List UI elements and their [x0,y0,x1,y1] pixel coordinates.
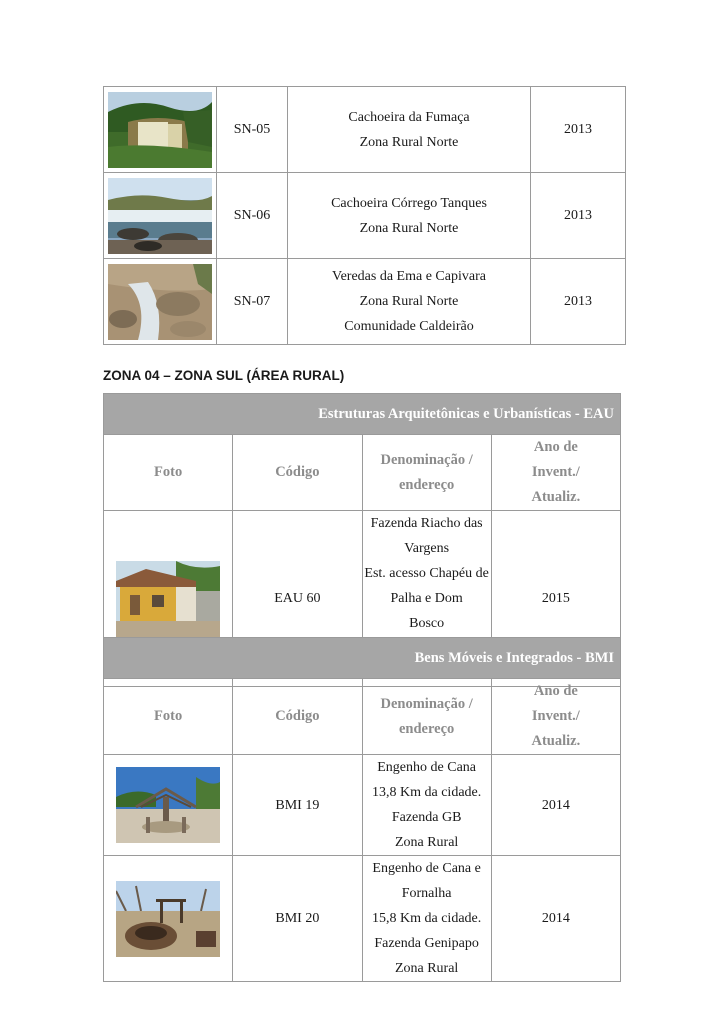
name-line: 15,8 Km da cidade. Fazenda Genipapo [372,911,482,951]
photo-cell [104,856,233,982]
header-year-line: Atualiz. [531,489,581,505]
header-year-line: Invent./ [531,708,580,724]
table-title-row [104,638,621,679]
year-cell: 2013 [531,259,626,345]
name-line: Zona Rural Norte [359,220,459,236]
name-line: Zona Rural Norte [359,134,459,150]
name-cell [362,856,491,982]
name-line: Zona Rural [394,961,459,976]
header-year-line: Ano de [533,439,578,455]
heritage-table-north [103,86,626,345]
farmhouse-photo-icon [116,561,220,637]
year-cell: 2013 [531,173,626,259]
zone-heading: ZONA 04 – ZONA SUL (ÁREA RURAL) [103,368,345,383]
photo-cell [104,87,217,173]
table-row [104,856,621,982]
name-line: Engenho de Cana e Fornalha [372,861,481,901]
header-row [104,435,621,511]
header-year-line: Ano de [533,683,578,699]
name-cell [288,87,531,173]
table-title: Bens Móveis e Integrados - BMI [104,638,621,679]
header-row [104,679,621,755]
table-title-row [104,394,621,435]
code-cell: SN-06 [217,173,288,259]
header-code: Código [233,679,362,755]
year-cell: 2013 [531,87,626,173]
photo-cell [104,173,217,259]
table-row [104,259,626,345]
name-line: 13,8 Km da cidade. Fazenda GB [372,785,482,825]
river-rapids-photo-icon [108,178,212,254]
header-year-line: Atualiz. [531,733,581,749]
header-year [491,679,620,755]
name-cell [288,173,531,259]
header-name: Denominação / endereço [362,679,491,755]
code-cell: EAU 60 [233,511,362,687]
table-row [104,755,621,856]
header-name: Denominação / endereço [362,435,491,511]
name-line: Bosco [409,616,445,631]
header-code: Código [233,435,362,511]
photo-cell [104,755,233,856]
name-line: Cachoeira da Fumaça [348,109,470,125]
code-cell: SN-07 [217,259,288,345]
name-line: Fazenda Riacho das Vargens [370,516,483,556]
name-line: Cachoeira Córrego Tanques [331,195,487,211]
sugar-mill-photo-icon [116,767,220,843]
header-year-line: Invent./ [531,464,580,480]
year-cell: 2014 [491,755,620,856]
header-photo: Foto [104,435,233,511]
photo-cell [104,259,217,345]
header-photo: Foto [104,679,233,755]
table-title: Estruturas Arquitetônicas e Urbanísticas - EAU [104,394,621,435]
code-cell: BMI 20 [233,856,362,982]
bmi-table [103,637,621,982]
name-cell [288,259,531,345]
waterfall-photo-icon [108,92,212,168]
rocky-stream-photo-icon [108,264,212,340]
year-cell: 2014 [491,856,620,982]
year-cell: 2015 [491,511,620,687]
name-line: Comunidade Caldeirão [344,319,474,334]
name-line: Zona Rural [394,835,459,850]
name-cell [362,755,491,856]
table-row [104,173,626,259]
name-line: Zona Rural Norte [359,294,459,309]
header-year [491,435,620,511]
code-cell: BMI 19 [233,755,362,856]
sugar-mill-furnace-photo-icon [116,881,220,957]
name-line: Est. acesso Chapéu de Palha e Dom [364,566,489,606]
name-line: Engenho de Cana [377,760,476,775]
table-row [104,87,626,173]
code-cell: SN-05 [217,87,288,173]
name-line: Veredas da Ema e Capivara [332,269,486,284]
